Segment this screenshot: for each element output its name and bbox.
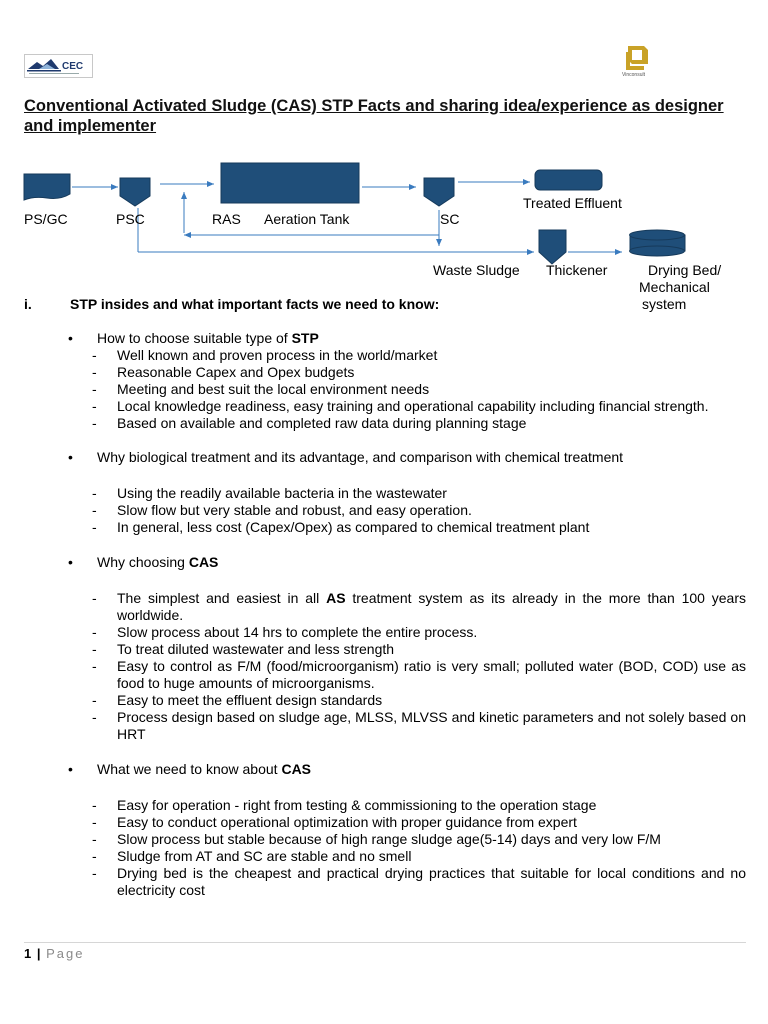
list-item-pre: The simplest and easiest in all bbox=[117, 590, 327, 606]
aeration-tank-shape bbox=[221, 163, 359, 203]
section-heading bbox=[24, 296, 439, 312]
label-treated-effluent: Treated Effluent bbox=[523, 195, 622, 211]
label-aeration-tank: Aeration Tank bbox=[264, 211, 350, 227]
label-psgc: PS/GC bbox=[24, 211, 68, 227]
list-item: - Easy to meet the effluent design standards bbox=[24, 692, 746, 709]
bullet-lead: Why biological treatment and its advantage, and comparison with chemical treatment bbox=[97, 449, 624, 465]
bullet-choose-stp bbox=[24, 330, 746, 347]
list-item: - Well known and proven process in the world/market bbox=[24, 347, 746, 364]
list-item: - Easy for operation - right from testing & commissioning to the operation stage bbox=[24, 797, 746, 814]
thickener-shape bbox=[539, 230, 566, 264]
page-footer bbox=[24, 946, 85, 961]
list-item: - Easy to conduct operational optimization with proper guidance from expert bbox=[24, 814, 746, 831]
page-word: Page bbox=[46, 946, 85, 961]
footer-divider bbox=[24, 942, 746, 943]
vinconsult-logo-text: Vinconsult bbox=[622, 72, 645, 78]
list-item-bold: AS bbox=[326, 590, 346, 606]
drying-bed-shape bbox=[630, 230, 686, 256]
list-item: - Based on available and completed raw data during planning stage bbox=[24, 415, 746, 432]
label-drying-bed-2: Mechanical bbox=[639, 279, 710, 295]
label-ras: RAS bbox=[212, 211, 241, 227]
list-item: - Drying bed is the cheapest and practical drying practices that suitable for local conditions and no electricity cost bbox=[24, 865, 746, 899]
list-item: - Local knowledge readiness, easy training and operational capability including financial strength. bbox=[24, 398, 746, 415]
vinconsult-logo bbox=[620, 44, 654, 78]
list-item: - Reasonable Capex and Opex budgets bbox=[24, 364, 746, 381]
list-item: - Meeting and best suit the local environment needs bbox=[24, 381, 746, 398]
section-number: i. bbox=[24, 296, 32, 312]
list-item: - Using the readily available bacteria in the wastewater bbox=[24, 485, 746, 502]
bullet-why-biological bbox=[24, 449, 746, 466]
page-number: 1 bbox=[24, 946, 32, 961]
cec-logo bbox=[24, 54, 93, 78]
label-thickener: Thickener bbox=[546, 262, 608, 278]
label-psc: PSC bbox=[116, 211, 145, 227]
list-item: - In general, less cost (Capex/Opex) as compared to chemical treatment plant bbox=[24, 519, 746, 536]
list-item: - Sludge from AT and SC are stable and no smell bbox=[24, 848, 746, 865]
list-why-cas bbox=[24, 590, 746, 743]
psc-shape bbox=[120, 178, 150, 206]
bullet-why-cas bbox=[24, 554, 746, 571]
psgc-shape bbox=[24, 174, 70, 200]
bullet-lead: How to choose suitable type of bbox=[97, 330, 292, 346]
content-body bbox=[24, 330, 746, 916]
treated-effluent-shape bbox=[535, 170, 602, 190]
list-item: - Process design based on sludge age, MLSS, MLVSS and kinetic parameters and not solely based on HRT bbox=[24, 709, 746, 743]
label-waste-sludge: Waste Sludge bbox=[433, 262, 520, 278]
list-item-post: treatment system as its already in the more than 100 years worldwide. bbox=[117, 590, 746, 623]
list-item: - Slow process about 14 hrs to complete the entire process. bbox=[24, 624, 746, 641]
list-item: - To treat diluted wastewater and less strength bbox=[24, 641, 746, 658]
list-item bbox=[24, 590, 746, 624]
sc-shape bbox=[424, 178, 454, 206]
document-title: Conventional Activated Sludge (CAS) STP Facts and sharing idea/experience as designer and implementer bbox=[24, 97, 724, 135]
bullet-lead: Why choosing bbox=[97, 554, 189, 570]
bullet-lead: What we need to know about bbox=[97, 761, 282, 777]
bullet-bold: CAS bbox=[188, 554, 219, 570]
list-item: - Slow process but stable because of high range sludge age(5-14) days and very low F/M bbox=[24, 831, 746, 848]
list-choose-stp bbox=[24, 347, 746, 432]
bullet-what-about-cas bbox=[24, 761, 746, 778]
bullet-bold: STP bbox=[291, 330, 319, 346]
section-title: STP insides and what important facts we need to know: bbox=[70, 296, 440, 312]
label-drying-bed-1: Drying Bed/ bbox=[648, 262, 722, 278]
list-item: - Easy to control as F/M (food/microorganism) ratio is very small; polluted water (BOD, COD) use as food to huge amounts of microorganisms. bbox=[24, 658, 746, 692]
list-what-about-cas bbox=[24, 797, 746, 899]
page-separator: | bbox=[36, 946, 41, 961]
bullet-bold: CAS bbox=[281, 761, 312, 777]
list-item: - Slow flow but very stable and robust, and easy operation. bbox=[24, 502, 746, 519]
label-drying-bed-3: system bbox=[642, 296, 687, 312]
cec-logo-text: CEC bbox=[62, 61, 84, 72]
list-why-biological bbox=[24, 485, 746, 536]
label-sc: SC bbox=[440, 211, 460, 227]
